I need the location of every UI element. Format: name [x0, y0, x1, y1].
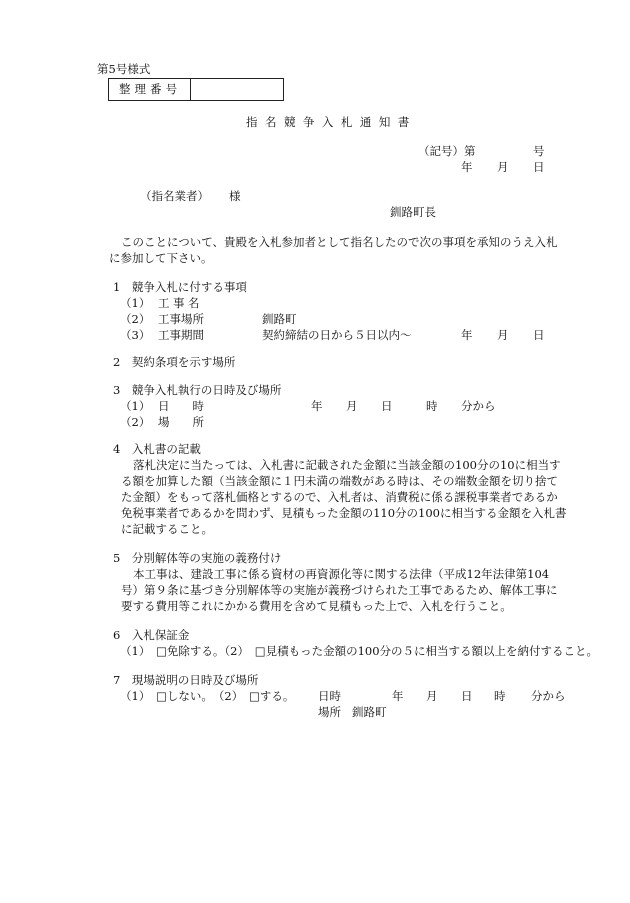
section-3-minute: 分から [461, 399, 496, 413]
section-5-line-2: 号）第９条に基づき分別解体等の実施が義務づけられた工事であるため、解体工事に [121, 583, 558, 597]
section-3-hour: 時 [426, 399, 438, 413]
section-7-hour: 時 [494, 689, 506, 703]
addressee-honorific: 様 [229, 189, 241, 203]
date-month: 月 [497, 160, 509, 174]
section-1-item-3-month: 月 [497, 328, 509, 342]
section-1-item-2-value: 釧路町 [262, 312, 297, 326]
section-1-item-2-label: 工事場所 [158, 312, 204, 326]
section-4-line-3: た金額）をもって落札価格とするので、入札者は、消費税に係る課税事業者であるか [121, 490, 558, 504]
section-1-item-1-label: 工事名 [158, 296, 203, 310]
record-number-prefix: （記号）第 [418, 144, 476, 158]
section-7-options: （1） □しない。 （2） □する。 [120, 689, 295, 703]
section-7-heading: 7 現場説明の日時及び場所 [113, 673, 259, 687]
section-3-item-1-num: （1） [120, 399, 151, 413]
section-6-heading: 6 入札保証金 [113, 628, 190, 642]
section-1-item-1-num: （1） [120, 296, 151, 310]
section-3-item-1-label: 日 時 [158, 399, 204, 413]
section-1-item-3-value: 契約締結の日から５日以内～ [262, 328, 412, 342]
section-2-heading: 2 契約条項を示す場所 [113, 355, 236, 369]
section-3-heading: 3 競争入札執行の日時及び場所 [113, 383, 282, 397]
section-6-options: （1） □免除する。（2） □見積もった金額の100分の５に相当する額以上を納付すること。 [120, 644, 599, 658]
section-3-year: 年 [311, 399, 323, 413]
section-1-item-3-year: 年 [461, 328, 473, 342]
management-number-box [108, 78, 284, 101]
section-4-line-2: る額を加算した額（当該金額に１円未満の端数がある時は、その端数金額を切り捨て [121, 474, 558, 488]
section-7-day: 日 [461, 689, 473, 703]
section-1-item-3-label: 工事期間 [158, 328, 204, 342]
section-7-year: 年 [392, 689, 404, 703]
section-7-place-value: 釧路町 [352, 705, 387, 719]
section-7-datetime-label: 日時 [318, 689, 341, 703]
management-number-divider [190, 79, 191, 100]
management-number-label: 整理番号 [119, 82, 182, 96]
section-5-line-3: 要する費用等これにかかる費用を含めて見積もった上で、入札を行うこと。 [121, 599, 512, 613]
section-7-month: 月 [426, 689, 438, 703]
section-7-minute: 分から [531, 689, 566, 703]
date-day: 日 [533, 160, 545, 174]
section-5-heading: 5 分別解体等の実施の義務付け [113, 551, 282, 565]
section-7-place-label: 場所 [318, 705, 341, 719]
intro-line-2: に参加して下さい。 [109, 251, 213, 265]
section-4-line-1: 落札決定に当たっては、入札書に記載された金額に当該金額の100分の10に相当す [133, 458, 561, 472]
section-1-item-2-num: （2） [120, 312, 151, 326]
section-4-line-4: 免税事業者であるかを問わず、見積もった金額の110分の100に相当する金額を入札書 [121, 506, 567, 520]
section-1-heading: 1 競争入札に付する事項 [113, 280, 247, 294]
date-year: 年 [461, 160, 473, 174]
page-title: 指名競争入札通知書 [246, 115, 417, 129]
section-3-day: 日 [381, 399, 393, 413]
section-3-month: 月 [346, 399, 358, 413]
section-4-line-5: に記載すること。 [121, 522, 213, 536]
record-number-suffix: 号 [533, 144, 545, 158]
section-4-heading: 4 入札書の記載 [113, 442, 201, 456]
section-3-item-2-num: （2） [120, 415, 151, 429]
section-1-item-3-day: 日 [533, 328, 545, 342]
form-number-label: 第5号様式 [97, 62, 151, 76]
intro-line-1: このことについて、貴殿を入札参加者として指名したので次の事項を承知のうえ入札 [121, 235, 558, 249]
section-1-item-3-num: （3） [120, 328, 151, 342]
section-5-line-1: 本工事は、建設工事に係る資材の再資源化等に関する法律（平成12年法律第104 [133, 567, 550, 581]
issuer-name: 釧路町長 [390, 205, 436, 219]
section-3-item-2-label: 場 所 [158, 415, 204, 429]
addressee-name: （指名業者） [140, 189, 209, 203]
